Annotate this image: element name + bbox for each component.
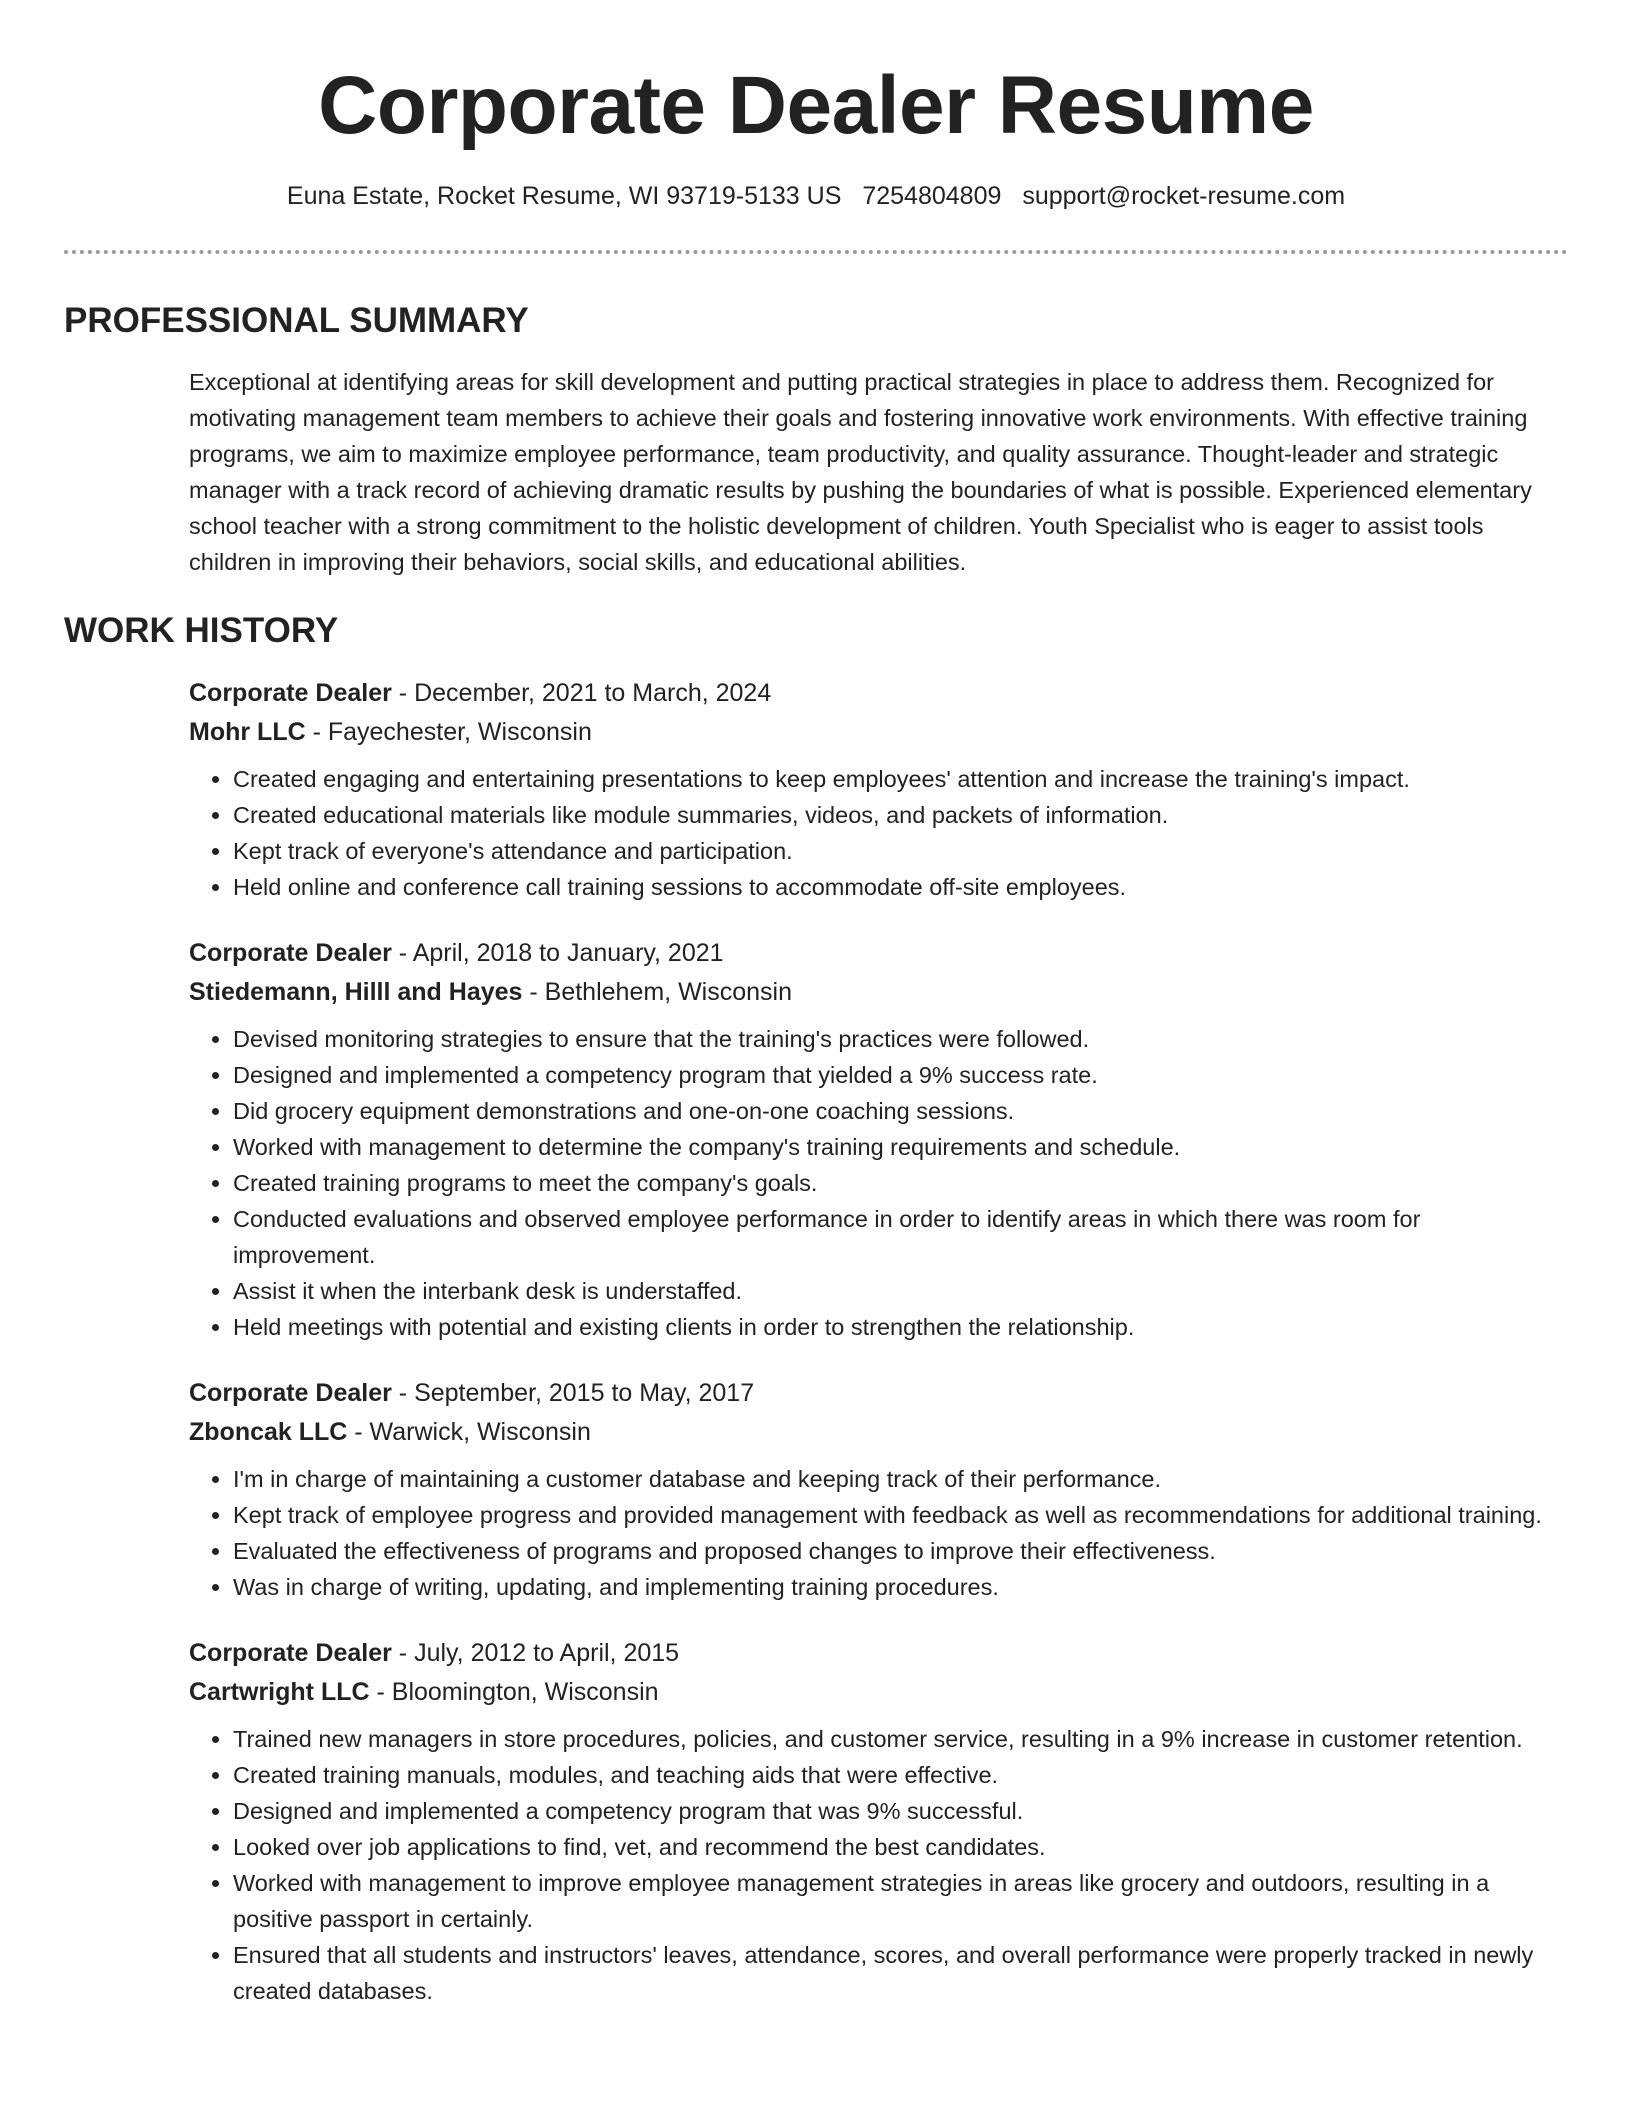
job-role: Corporate Dealer: [189, 939, 392, 967]
job-bullet: • Conducted evaluations and observed employee performance in order to identify areas in which there was room for improvement.: [233, 1201, 1569, 1273]
job-bullet: • Looked over job applications to find, vet, and recommend the best candidates.: [233, 1829, 1569, 1865]
job-bullet: • Was in charge of writing, updating, and implementing training procedures.: [233, 1569, 1569, 1605]
job-location: - Warwick, Wisconsin: [347, 1417, 591, 1446]
job-bullet: • Worked with management to determine the company's training requirements and schedule.: [233, 1129, 1569, 1165]
job-title-line: [189, 674, 1569, 713]
contact-email: support@rocket-resume.com: [1022, 182, 1346, 210]
job-bullet: • Did grocery equipment demonstrations and one-on-one coaching sessions.: [233, 1093, 1569, 1129]
job-bullet: • I'm in charge of maintaining a customer database and keeping track of their performance.: [233, 1461, 1569, 1497]
job-company-line: [189, 1413, 1569, 1452]
job-entry: [189, 674, 1569, 905]
job-bullet: • Created training manuals, modules, and teaching aids that were effective.: [233, 1757, 1569, 1793]
job-bullets: [189, 1021, 1569, 1345]
job-company: Mohr LLC: [189, 717, 306, 746]
job-bullet: • Held meetings with potential and existing clients in order to strengthen the relationship.: [233, 1309, 1569, 1345]
job-bullets: [189, 761, 1569, 905]
header-divider: [64, 250, 1568, 254]
job-bullet: • Designed and implemented a competency program that yielded a 9% success rate.: [233, 1057, 1569, 1093]
job-title-line: [189, 1634, 1569, 1673]
job-bullets: [189, 1461, 1569, 1605]
job-company-line: [189, 1673, 1569, 1712]
job-list: [189, 674, 1569, 2038]
resume-page: [64, 0, 1568, 2004]
summary-text: Exceptional at identifying areas for skill development and putting practical strategies in place to address them. Recognized for motivating management team members to achieve their goals and fostering innovative work environments. With effective training programs, we aim to maximize employee performance, team productivity, and quality assurance. Thought-leader and strategic manager with a track record of achieving dramatic results by pushing the boundaries of what is possible. Experienced elementary school teacher with a strong commitment to the holistic development of children. Youth Specialist who is eager to assist tools children in improving their behaviors, social skills, and educational abilities.: [189, 369, 1532, 575]
work-history-heading: WORK HISTORY: [64, 611, 339, 650]
job-title-line: [189, 934, 1569, 973]
summary-heading: PROFESSIONAL SUMMARY: [64, 301, 529, 340]
job-bullet: • Assist it when the interbank desk is understaffed.: [233, 1273, 1569, 1309]
resume-title: Corporate Dealer Resume: [318, 60, 1314, 151]
job-bullet: • Worked with management to improve employee management strategies in areas like grocery and outdoors, resulting in a positive passport in certainly.: [233, 1865, 1569, 1937]
job-entry: [189, 1634, 1569, 2009]
job-bullet: • Devised monitoring strategies to ensure that the training's practices were followed.: [233, 1021, 1569, 1057]
job-bullet: • Evaluated the effectiveness of programs and proposed changes to improve their effectiveness.: [233, 1533, 1569, 1569]
job-company: Cartwright LLC: [189, 1677, 370, 1706]
job-role: Corporate Dealer: [189, 1639, 392, 1667]
job-location: - Bethlehem, Wisconsin: [522, 977, 792, 1006]
job-entry: [189, 1374, 1569, 1605]
job-dates: - July, 2012 to April, 2015: [391, 1639, 680, 1667]
job-dates: - December, 2021 to March, 2024: [391, 679, 772, 707]
job-role: Corporate Dealer: [189, 679, 392, 707]
job-bullets: [189, 1721, 1569, 2009]
job-company-line: [189, 713, 1569, 752]
job-dates: - April, 2018 to January, 2021: [391, 939, 724, 967]
contact-phone: 7254804809: [862, 182, 1002, 210]
job-company-line: [189, 973, 1569, 1012]
job-bullet: • Trained new managers in store procedures, policies, and customer service, resulting in a 9% increase in customer retention.: [233, 1721, 1569, 1757]
job-location: - Fayechester, Wisconsin: [305, 717, 592, 746]
job-bullet: • Held online and conference call training sessions to accommodate off-site employees.: [233, 869, 1569, 905]
job-bullet: • Created engaging and entertaining presentations to keep employees' attention and increase the training's impact.: [233, 761, 1569, 797]
job-bullet: • Created training programs to meet the company's goals.: [233, 1165, 1569, 1201]
job-bullet: • Kept track of everyone's attendance and participation.: [233, 833, 1569, 869]
job-company: Stiedemann, Hilll and Hayes: [189, 977, 523, 1006]
contact-address: Euna Estate, Rocket Resume, WI 93719-5133 US: [286, 182, 842, 210]
job-company: Zboncak LLC: [189, 1417, 348, 1446]
contact-line: [64, 180, 1568, 212]
job-bullet: • Kept track of employee progress and provided management with feedback as well as recommendations for additional training.: [233, 1497, 1569, 1533]
job-bullet: • Created educational materials like module summaries, videos, and packets of information.: [233, 797, 1569, 833]
job-dates: - September, 2015 to May, 2017: [391, 1379, 755, 1407]
job-title-line: [189, 1374, 1569, 1413]
job-bullet: • Designed and implemented a competency program that was 9% successful.: [233, 1793, 1569, 1829]
job-entry: [189, 934, 1569, 1345]
job-location: - Bloomington, Wisconsin: [369, 1677, 659, 1706]
job-bullet: • Ensured that all students and instructors' leaves, attendance, scores, and overall performance were properly tracked in newly created databases.: [233, 1937, 1569, 2009]
job-role: Corporate Dealer: [189, 1379, 392, 1407]
